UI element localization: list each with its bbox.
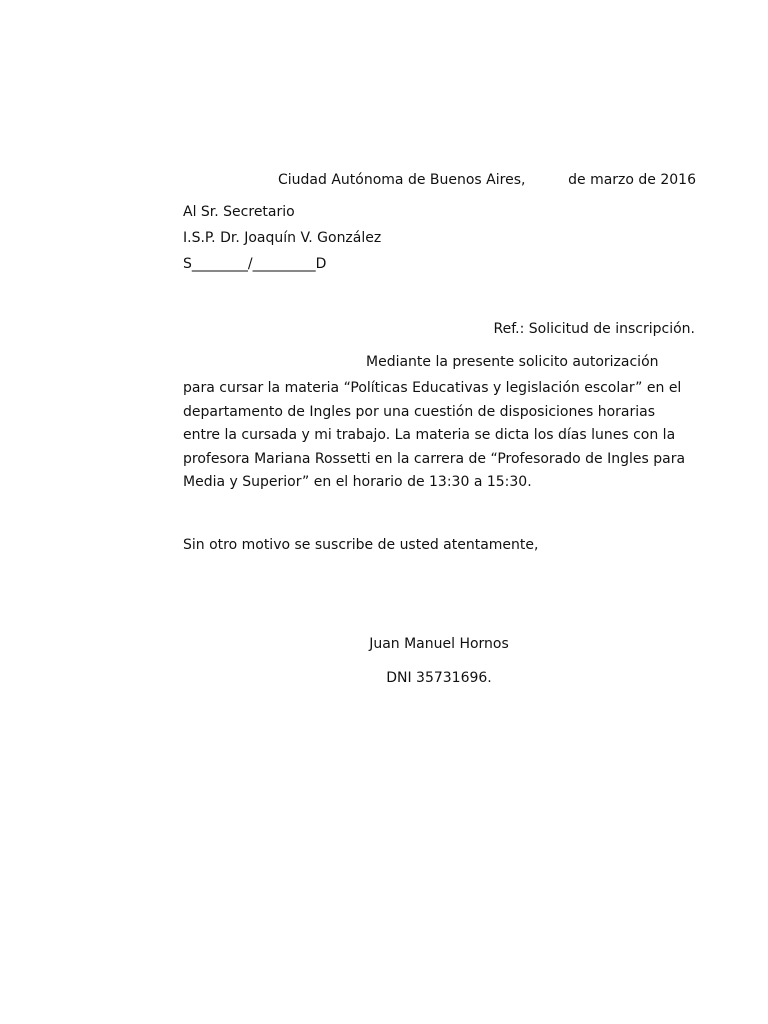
recipient-line-3: S________/_________D xyxy=(183,256,327,272)
body-paragraph xyxy=(183,377,703,495)
signature-dni: DNI 35731696. xyxy=(386,670,492,686)
recipient-line-1: Al Sr. Secretario xyxy=(183,204,295,220)
body-line: Media y Superior” en el horario de 13:30 a 15:30. xyxy=(183,474,532,490)
city-text: Ciudad Autónoma de Buenos Aires, xyxy=(278,172,526,188)
body-line: departamento de Ingles por una cuestión de disposiciones horarias xyxy=(183,403,656,420)
date-text: de marzo de 2016 xyxy=(568,172,696,188)
signature-name: Juan Manuel Hornos xyxy=(369,636,509,652)
recipient-line-2: I.S.P. Dr. Joaquín V. González xyxy=(183,230,382,246)
reference-line: Ref.: Solicitud de inscripción. xyxy=(493,321,695,337)
body-line: profesora Mariana Rossetti en la carrera de “Profesorado de Ingles para xyxy=(183,450,686,467)
date-line xyxy=(278,171,696,189)
body-first-line: Mediante la presente solicito autorización xyxy=(366,354,659,370)
closing-line: Sin otro motivo se suscribe de usted atentamente, xyxy=(183,537,539,553)
body-line: entre la cursada y mi trabajo. La materia se dicta los días lunes con la xyxy=(183,427,676,443)
body-line: para cursar la materia “Políticas Educativas y legislación escolar” en el xyxy=(183,380,682,396)
